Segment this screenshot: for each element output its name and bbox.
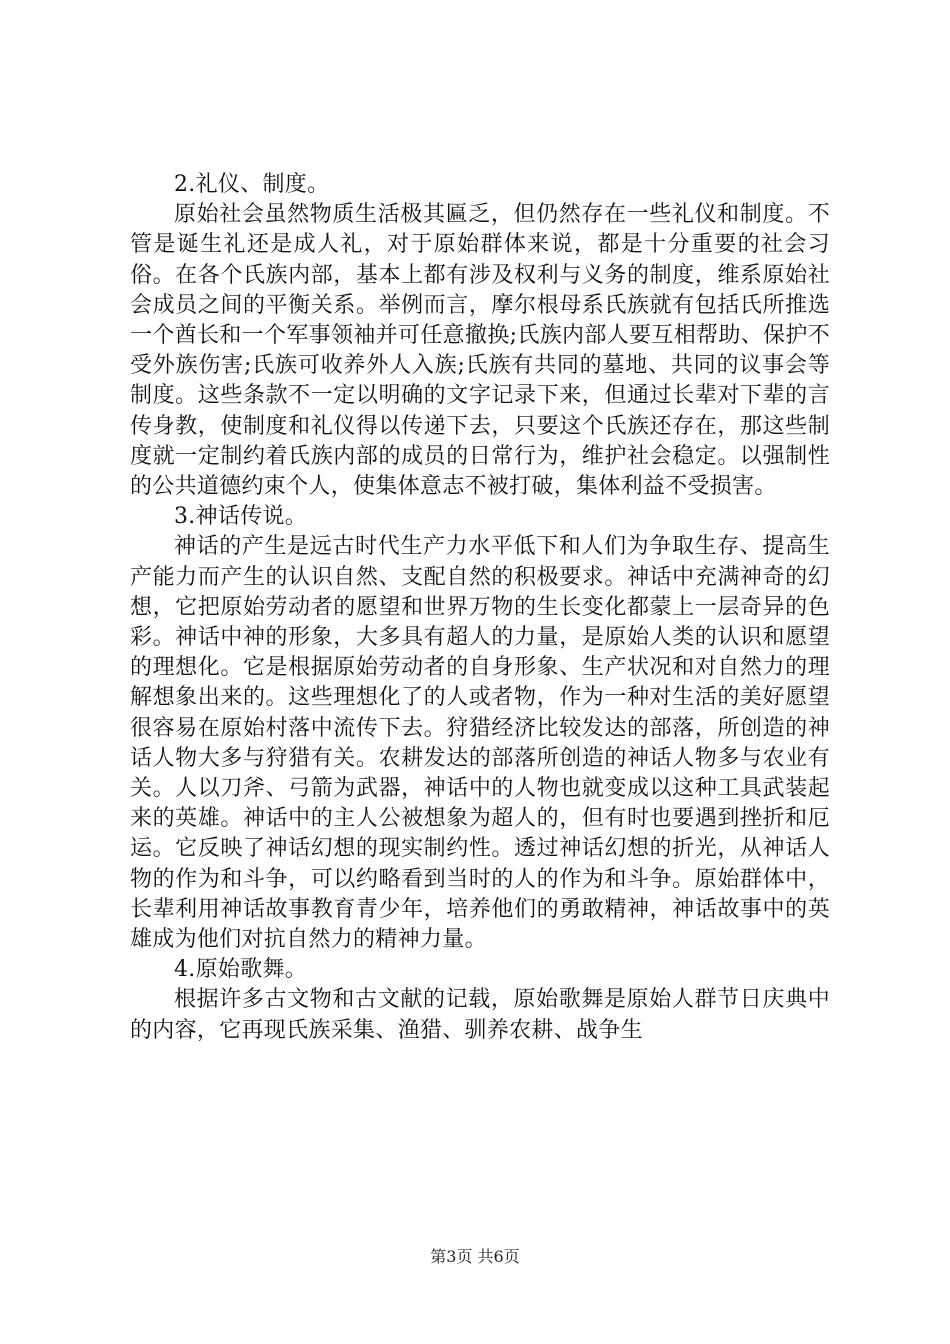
document-body — [130, 170, 830, 1046]
section-heading: 3.神话传说。 — [174, 504, 308, 530]
page-number-footer: 第3页 共6页 — [430, 1247, 520, 1266]
section-heading: 4.原始歌舞。 — [174, 957, 308, 983]
section-paragraph: 原始社会虽然物质生活极其匾乏，但仍然存在一些礼仪和制度。不管是诞生礼还是成人礼，对于原始群体来说，都是十分重要的社会习俗。在各个氏族内部，基本上都有涉及权利与义务的制度，维系原始社会成员之间的平衡关系。举例而言，摩尔根母系氏族就有包括氏所推选一个酋长和一个军事领袖并可任意撤换;氏族内部人要互相帮助、保护不受外族伤害;氏族可收养外人入族;氏族有共同的墓地、共同的议事会等制度。这些条款不一定以明确的文字记录下来，但通过长辈对下辈的言传身教，使制度和礼仪得以传递下去，只要这个氏族还存在，那这些制度就一定制约着氏族内部的成员的日常行为，维护社会稳定。以强制性的公共道德约束个人，使集体意志不被打破，集体利益不受损害。 — [130, 202, 830, 500]
section-paragraph: 神话的产生是远古时代生产力水平低下和人们为争取生存、提高生产能力而产生的认识自然、支配自然的积极要求。神话中充满神奇的幻想，它把原始劳动者的愿望和世界万物的生长变化都蒙上一层奇异的色彩。神话中神的形象，大多具有超人的力量，是原始人类的认识和愿望的理想化。它是根据原始劳动者的自身形象、生产状况和对自然力的理解想象出来的。这些理想化了的人或者物，作为一种对生活的美好愿望很容易在原始村落中流传下去。狩猎经济比较发达的部落，所创造的神话人物大多与狩猎有关。农耕发达的部落所创造的神话人物多与农业有关。人以刀斧、弓箭为武器，神话中的人物也就变成以这种工具武装起来的英雄。神话中的主人公被想象为超人的，但有时也要遇到挫折和厄运。它反映了神话幻想的现实制约性。透过神话幻想的折光，从神话人物的作为和斗争，可以约略看到当时的人的作为和斗争。原始群体中，长辈利用神话故事教育青少年，培养他们的勇敢精神，神话故事中的英雄成为他们对抗自然力的精神力量。 — [130, 534, 830, 953]
section-paragraph: 根据许多古文物和古文献的记载，原始歌舞是原始人群节日庆典中的内容，它再现氏族采集、渔猎、驯养农耕、战争生 — [130, 987, 830, 1043]
section-heading: 2.礼仪、制度。 — [174, 172, 330, 197]
